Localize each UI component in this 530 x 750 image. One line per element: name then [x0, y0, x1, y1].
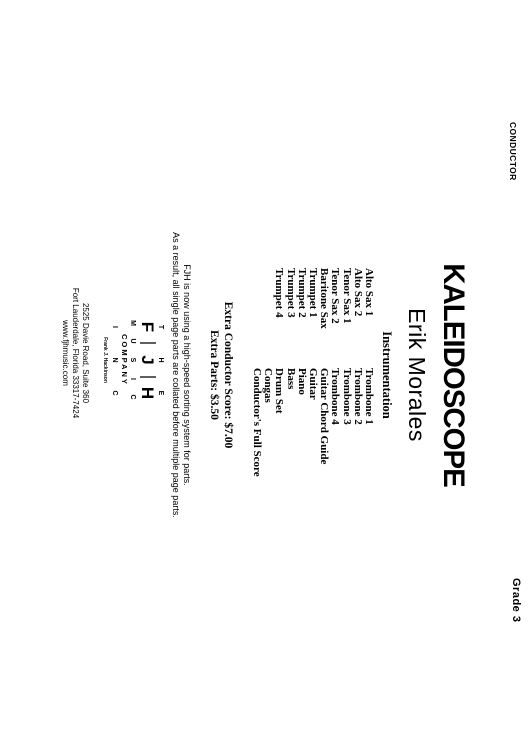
logo-word: COMPANY — [120, 334, 129, 386]
instrument-item: Bass — [284, 368, 297, 390]
fjh-music-company-logo — [102, 305, 168, 415]
instrument-item: Trumpet 1 — [306, 268, 319, 318]
publisher-website[interactable]: www.fjhmusic.com — [61, 320, 70, 386]
publisher-address-line-1: 2525 Davie Road, Suite 360 — [81, 302, 90, 404]
instrument-item: Piano — [295, 368, 308, 395]
logo-letter: E — [157, 390, 164, 396]
instrument-item: Conductor's Full Score — [250, 368, 263, 477]
instrument-item: Drum Set — [273, 368, 286, 414]
instrument-item: Trumpet 4 — [273, 268, 286, 318]
piece-title: KALEIDOSCOPE — [437, 263, 470, 487]
instrument-item: Baritone Sax — [318, 268, 331, 329]
instrumentation-list-left — [273, 268, 374, 329]
logo-letter: H — [138, 386, 157, 400]
extra-conductor-price: Extra Conductor Score: $7.00 — [222, 301, 234, 449]
instrument-item: Tenor Sax 1 — [340, 268, 353, 324]
composer-name: Erik Morales — [404, 308, 430, 442]
instrumentation-list-right — [251, 368, 374, 477]
logo-letter: T — [157, 324, 164, 330]
instrument-item: Trumpet 2 — [295, 268, 308, 318]
instrument-item: Trombone 2 — [351, 368, 364, 425]
sorting-notice-line-1: FJH is now using a high-speed sorting system for parts. — [182, 264, 192, 486]
logo-letter: M — [129, 320, 136, 326]
logo-letter: H — [157, 357, 164, 363]
instrument-item: Tenor Sax 2 — [329, 268, 342, 324]
instrument-item: Guitar — [306, 368, 319, 400]
instrument-item: Trombone 4 — [329, 368, 342, 425]
sorting-notice-line-2: As a result, all single page parts are collated before multiple page parts. — [171, 232, 181, 518]
logo-caption: Frank J. Hackinson — [102, 337, 108, 383]
grade-label: Grade 3 — [510, 578, 522, 623]
instrumentation-heading: Instrumentation — [380, 331, 394, 419]
logo-letter: C — [111, 390, 118, 396]
logo-letter: S — [129, 357, 136, 363]
instrument-item: Trombone 1 — [363, 368, 375, 425]
instrument-item: Trumpet 3 — [284, 268, 297, 318]
logo-letter: U — [129, 338, 136, 344]
instrument-item: Trombone 3 — [340, 368, 353, 425]
extra-parts-price: Extra Parts: $3.50 — [208, 330, 220, 420]
publisher-address-line-2: Fort Lauderdale, Florida 33317-7424 — [71, 287, 80, 419]
logo-letter: I — [111, 326, 118, 328]
instrument-item: Alto Sax 2 — [351, 268, 364, 317]
instrument-item: Guitar Chord Guide — [318, 368, 331, 465]
instrument-item: Congas — [262, 368, 275, 403]
instrument-item: Alto Sax 1 — [363, 268, 375, 317]
logo-letter: C — [129, 394, 136, 400]
part-label: CONDUCTOR — [508, 122, 518, 181]
logo-letter: N — [111, 357, 118, 363]
logo-letter: F — [138, 321, 157, 333]
logo-letter: J — [138, 355, 157, 365]
logo-letter: I — [129, 378, 136, 380]
